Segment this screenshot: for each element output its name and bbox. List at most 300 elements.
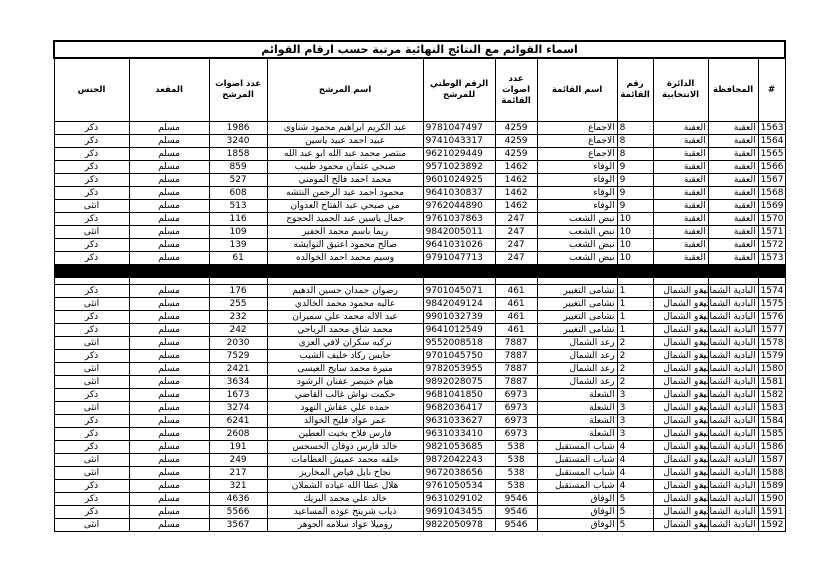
cell-list-number: 1 bbox=[617, 285, 653, 298]
table-row bbox=[54, 402, 785, 415]
cell-row-number: 1590 bbox=[758, 493, 785, 506]
cell-list-votes: 7887 bbox=[495, 363, 537, 376]
table-row bbox=[54, 213, 785, 226]
cell-seat: مسلم bbox=[129, 337, 209, 350]
blank-row bbox=[54, 278, 785, 285]
cell-list-name: الوفاق bbox=[537, 506, 617, 519]
table-row bbox=[54, 415, 785, 428]
table-row bbox=[54, 148, 785, 161]
cell-national-id: 9631033627 bbox=[423, 415, 495, 428]
cell-candidate-votes: 242 bbox=[209, 324, 267, 337]
table-row bbox=[54, 441, 785, 454]
cell-list-number: 4 bbox=[617, 467, 653, 480]
cell-list-name: الاجماع bbox=[537, 122, 617, 135]
table-row bbox=[54, 174, 785, 187]
cell-gender: انثى bbox=[54, 200, 129, 213]
cell-list-votes: 461 bbox=[495, 324, 537, 337]
cell-governorate: البادية الشمالية bbox=[708, 363, 758, 376]
cell-national-id: 9781047497 bbox=[423, 122, 495, 135]
cell-candidate-name: حابس ركاد خليف الشيب bbox=[267, 350, 423, 363]
col-header-list-name: اسم القائمة bbox=[537, 58, 617, 122]
col-header-candidate-votes: عدد اصوات المرشح bbox=[209, 58, 267, 122]
cell-gender: ذكر bbox=[54, 415, 129, 428]
cell-seat: مسلم bbox=[129, 441, 209, 454]
cell-candidate-name: فارس فلاح بخيت العطين bbox=[267, 428, 423, 441]
cell-district: بدو الشمال bbox=[653, 324, 708, 337]
table-row bbox=[54, 239, 785, 252]
cell-row-number: 1580 bbox=[758, 363, 785, 376]
cell-list-votes: 7887 bbox=[495, 350, 537, 363]
section-divider bbox=[54, 265, 785, 278]
cell-candidate-name: محمد احمد فالح المومني bbox=[267, 174, 423, 187]
cell-list-number: 3 bbox=[617, 389, 653, 402]
results-sheet bbox=[53, 40, 784, 532]
cell-district: بدو الشمال bbox=[653, 285, 708, 298]
cell-district: العقبة bbox=[653, 187, 708, 200]
cell-gender: ذكر bbox=[54, 441, 129, 454]
cell-seat: مسلم bbox=[129, 285, 209, 298]
cell-list-number: 8 bbox=[617, 135, 653, 148]
cell-national-id: 9701045071 bbox=[423, 285, 495, 298]
blank-cell bbox=[758, 278, 785, 285]
blank-cell bbox=[653, 278, 708, 285]
table-row bbox=[54, 493, 785, 506]
cell-gender: انثى bbox=[54, 298, 129, 311]
col-header-candidate: اسم المرشح bbox=[267, 58, 423, 122]
cell-list-name: الشعلة bbox=[537, 402, 617, 415]
cell-national-id: 9631033410 bbox=[423, 428, 495, 441]
cell-list-votes: 247 bbox=[495, 239, 537, 252]
cell-list-name: الشعلة bbox=[537, 428, 617, 441]
cell-row-number: 1563 bbox=[758, 122, 785, 135]
cell-row-number: 1587 bbox=[758, 454, 785, 467]
cell-list-number: 5 bbox=[617, 519, 653, 532]
cell-governorate: العقبة bbox=[708, 122, 758, 135]
cell-candidate-name: حمده علي عقاش النهود bbox=[267, 402, 423, 415]
cell-candidate-name: عبد الكريم ابراهيم محمود شناوي bbox=[267, 122, 423, 135]
cell-list-number: 1 bbox=[617, 311, 653, 324]
cell-seat: مسلم bbox=[129, 493, 209, 506]
cell-list-votes: 538 bbox=[495, 467, 537, 480]
cell-list-votes: 4259 bbox=[495, 122, 537, 135]
table-row bbox=[54, 135, 785, 148]
cell-gender: ذكر bbox=[54, 480, 129, 493]
cell-seat: مسلم bbox=[129, 252, 209, 265]
cell-governorate: البادية الشمالية bbox=[708, 350, 758, 363]
cell-list-name: شباب المستقبل bbox=[537, 480, 617, 493]
cell-seat: مسلم bbox=[129, 506, 209, 519]
col-header-num: # bbox=[758, 58, 785, 122]
table-row bbox=[54, 363, 785, 376]
table-row bbox=[54, 324, 785, 337]
cell-candidate-votes: 608 bbox=[209, 187, 267, 200]
cell-list-number: 10 bbox=[617, 239, 653, 252]
cell-row-number: 1572 bbox=[758, 239, 785, 252]
cell-list-name: الوفاق bbox=[537, 493, 617, 506]
cell-national-id: 9641031026 bbox=[423, 239, 495, 252]
cell-list-votes: 7887 bbox=[495, 376, 537, 389]
cell-candidate-votes: 4636 bbox=[209, 493, 267, 506]
col-header-list-votes: عدد اصوات القائمة bbox=[495, 58, 537, 122]
cell-candidate-name: حكمت نواش غالب القاضي bbox=[267, 389, 423, 402]
cell-row-number: 1589 bbox=[758, 480, 785, 493]
cell-candidate-name: ذياب شريتح عوده المساعيد bbox=[267, 506, 423, 519]
cell-seat: مسلم bbox=[129, 415, 209, 428]
table-row bbox=[54, 389, 785, 402]
cell-national-id: 9552008518 bbox=[423, 337, 495, 350]
cell-candidate-name: صبحي عثمان محمود طبيب bbox=[267, 161, 423, 174]
cell-list-votes: 461 bbox=[495, 311, 537, 324]
cell-national-id: 9901032739 bbox=[423, 311, 495, 324]
cell-seat: مسلم bbox=[129, 200, 209, 213]
cell-list-name: نشامى التغيير bbox=[537, 324, 617, 337]
cell-national-id: 9872042243 bbox=[423, 454, 495, 467]
blank-cell bbox=[617, 278, 653, 285]
cell-list-name: نبض الشعب bbox=[537, 239, 617, 252]
cell-list-votes: 1462 bbox=[495, 174, 537, 187]
cell-list-number: 3 bbox=[617, 415, 653, 428]
cell-gender: انثى bbox=[54, 402, 129, 415]
cell-district: بدو الشمال bbox=[653, 454, 708, 467]
cell-national-id: 9621029449 bbox=[423, 148, 495, 161]
cell-gender: ذكر bbox=[54, 161, 129, 174]
table-row bbox=[54, 506, 785, 519]
cell-governorate: العقبة bbox=[708, 200, 758, 213]
cell-list-number: 9 bbox=[617, 161, 653, 174]
cell-district: العقبة bbox=[653, 226, 708, 239]
cell-list-number: 10 bbox=[617, 252, 653, 265]
cell-list-name: الاجماع bbox=[537, 148, 617, 161]
blank-cell bbox=[209, 278, 267, 285]
cell-governorate: البادية الشمالية bbox=[708, 428, 758, 441]
cell-candidate-votes: 3274 bbox=[209, 402, 267, 415]
cell-district: العقبة bbox=[653, 252, 708, 265]
cell-district: العقبة bbox=[653, 213, 708, 226]
cell-list-number: 10 bbox=[617, 213, 653, 226]
blank-cell bbox=[537, 278, 617, 285]
col-header-national-id: الرقم الوطني للمرشح bbox=[423, 58, 495, 122]
cell-gender: ذكر bbox=[54, 148, 129, 161]
cell-seat: مسلم bbox=[129, 161, 209, 174]
cell-seat: مسلم bbox=[129, 428, 209, 441]
cell-candidate-votes: 3634 bbox=[209, 376, 267, 389]
cell-national-id: 9641012549 bbox=[423, 324, 495, 337]
cell-list-name: نشامى التغيير bbox=[537, 298, 617, 311]
cell-list-votes: 7887 bbox=[495, 337, 537, 350]
cell-candidate-name: عمر عواد فليح الخوالد bbox=[267, 415, 423, 428]
cell-list-votes: 247 bbox=[495, 213, 537, 226]
cell-national-id: 9701045750 bbox=[423, 350, 495, 363]
table-row bbox=[54, 187, 785, 200]
cell-candidate-name: صالح محمود اعتيق النوايشه bbox=[267, 239, 423, 252]
cell-national-id: 9842005011 bbox=[423, 226, 495, 239]
cell-governorate: العقبة bbox=[708, 135, 758, 148]
cell-candidate-votes: 139 bbox=[209, 239, 267, 252]
cell-seat: مسلم bbox=[129, 135, 209, 148]
cell-seat: مسلم bbox=[129, 363, 209, 376]
cell-district: بدو الشمال bbox=[653, 311, 708, 324]
col-header-governorate: المحافظة bbox=[708, 58, 758, 122]
cell-list-votes: 4259 bbox=[495, 148, 537, 161]
cell-row-number: 1564 bbox=[758, 135, 785, 148]
cell-list-votes: 538 bbox=[495, 480, 537, 493]
cell-candidate-votes: 61 bbox=[209, 252, 267, 265]
cell-row-number: 1588 bbox=[758, 467, 785, 480]
cell-gender: ذكر bbox=[54, 187, 129, 200]
cell-row-number: 1583 bbox=[758, 402, 785, 415]
cell-gender: انثى bbox=[54, 337, 129, 350]
cell-list-votes: 9546 bbox=[495, 519, 537, 532]
cell-list-votes: 6973 bbox=[495, 415, 537, 428]
cell-national-id: 9761050534 bbox=[423, 480, 495, 493]
cell-seat: مسلم bbox=[129, 226, 209, 239]
cell-district: بدو الشمال bbox=[653, 441, 708, 454]
cell-list-votes: 9546 bbox=[495, 493, 537, 506]
cell-governorate: العقبة bbox=[708, 252, 758, 265]
cell-national-id: 9822050978 bbox=[423, 519, 495, 532]
cell-district: العقبة bbox=[653, 135, 708, 148]
cell-candidate-name: خالد علي محمد البريك bbox=[267, 493, 423, 506]
cell-list-votes: 4259 bbox=[495, 135, 537, 148]
cell-gender: ذكر bbox=[54, 428, 129, 441]
cell-gender: ذكر bbox=[54, 252, 129, 265]
cell-row-number: 1577 bbox=[758, 324, 785, 337]
cell-national-id: 9821053685 bbox=[423, 441, 495, 454]
cell-seat: مسلم bbox=[129, 402, 209, 415]
cell-governorate: البادية الشمالية bbox=[708, 298, 758, 311]
cell-governorate: البادية الشمالية bbox=[708, 376, 758, 389]
cell-list-name: الوفاء bbox=[537, 187, 617, 200]
cell-list-name: نبض الشعب bbox=[537, 213, 617, 226]
cell-candidate-votes: 3567 bbox=[209, 519, 267, 532]
cell-governorate: البادية الشمالية bbox=[708, 402, 758, 415]
cell-district: العقبة bbox=[653, 239, 708, 252]
cell-district: بدو الشمال bbox=[653, 363, 708, 376]
cell-gender: انثى bbox=[54, 454, 129, 467]
cell-row-number: 1571 bbox=[758, 226, 785, 239]
cell-governorate: البادية الشمالية bbox=[708, 441, 758, 454]
cell-governorate: العقبة bbox=[708, 174, 758, 187]
cell-row-number: 1582 bbox=[758, 389, 785, 402]
cell-district: بدو الشمال bbox=[653, 389, 708, 402]
cell-governorate: البادية الشمالية bbox=[708, 480, 758, 493]
cell-seat: مسلم bbox=[129, 454, 209, 467]
cell-governorate: البادية الشمالية bbox=[708, 454, 758, 467]
cell-district: بدو الشمال bbox=[653, 415, 708, 428]
cell-seat: مسلم bbox=[129, 350, 209, 363]
cell-candidate-votes: 249 bbox=[209, 454, 267, 467]
cell-candidate-votes: 109 bbox=[209, 226, 267, 239]
cell-national-id: 9641030837 bbox=[423, 187, 495, 200]
col-header-gender: الجنس bbox=[54, 58, 129, 122]
table-row bbox=[54, 467, 785, 480]
cell-candidate-name: عاليه محمود محمد الخالدي bbox=[267, 298, 423, 311]
cell-candidate-name: رضوان حمدان حسين الدهيم bbox=[267, 285, 423, 298]
cell-list-number: 10 bbox=[617, 226, 653, 239]
cell-row-number: 1579 bbox=[758, 350, 785, 363]
header-row bbox=[54, 58, 785, 122]
cell-list-number: 5 bbox=[617, 506, 653, 519]
cell-row-number: 1581 bbox=[758, 376, 785, 389]
table-row bbox=[54, 454, 785, 467]
cell-district: بدو الشمال bbox=[653, 506, 708, 519]
col-header-seat: المقعد bbox=[129, 58, 209, 122]
cell-candidate-votes: 527 bbox=[209, 174, 267, 187]
col-header-district: الدائرة الانتخابية bbox=[653, 58, 708, 122]
cell-candidate-votes: 232 bbox=[209, 311, 267, 324]
cell-governorate: البادية الشمالية bbox=[708, 285, 758, 298]
cell-candidate-name: تركيه سكران لافي العزي bbox=[267, 337, 423, 350]
cell-list-name: رعد الشمال bbox=[537, 376, 617, 389]
cell-gender: انثى bbox=[54, 226, 129, 239]
cell-district: العقبة bbox=[653, 174, 708, 187]
cell-list-number: 1 bbox=[617, 298, 653, 311]
cell-governorate: العقبة bbox=[708, 226, 758, 239]
cell-national-id: 9741043317 bbox=[423, 135, 495, 148]
cell-national-id: 9782053955 bbox=[423, 363, 495, 376]
cell-row-number: 1584 bbox=[758, 415, 785, 428]
cell-list-name: الشعلة bbox=[537, 389, 617, 402]
table-row bbox=[54, 252, 785, 265]
cell-gender: ذكر bbox=[54, 135, 129, 148]
cell-district: العقبة bbox=[653, 148, 708, 161]
cell-list-name: شباب المستقبل bbox=[537, 441, 617, 454]
cell-list-votes: 461 bbox=[495, 285, 537, 298]
cell-candidate-name: منيرة محمد سايح العيسى bbox=[267, 363, 423, 376]
cell-gender: ذكر bbox=[54, 213, 129, 226]
cell-candidate-name: خلفه محمد عميش العظامات bbox=[267, 454, 423, 467]
cell-gender: ذكر bbox=[54, 506, 129, 519]
cell-list-name: نشامى التغيير bbox=[537, 285, 617, 298]
cell-list-name: الشعلة bbox=[537, 415, 617, 428]
cell-candidate-votes: 3240 bbox=[209, 135, 267, 148]
cell-list-number: 4 bbox=[617, 441, 653, 454]
table-row bbox=[54, 376, 785, 389]
cell-list-name: رعد الشمال bbox=[537, 350, 617, 363]
cell-row-number: 1574 bbox=[758, 285, 785, 298]
cell-candidate-name: محمود احمد عبد الرحمن النتشه bbox=[267, 187, 423, 200]
cell-district: بدو الشمال bbox=[653, 402, 708, 415]
cell-governorate: البادية الشمالية bbox=[708, 389, 758, 402]
cell-governorate: العقبة bbox=[708, 187, 758, 200]
cell-governorate: البادية الشمالية bbox=[708, 415, 758, 428]
cell-row-number: 1591 bbox=[758, 506, 785, 519]
cell-list-name: شباب المستقبل bbox=[537, 467, 617, 480]
cell-list-name: الوفاء bbox=[537, 161, 617, 174]
cell-gender: انثى bbox=[54, 376, 129, 389]
cell-list-votes: 247 bbox=[495, 252, 537, 265]
col-header-list-number: رقم القائمة bbox=[617, 58, 653, 122]
cell-list-number: 2 bbox=[617, 376, 653, 389]
cell-gender: ذكر bbox=[54, 174, 129, 187]
cell-national-id: 9761037863 bbox=[423, 213, 495, 226]
cell-list-name: شباب المستقبل bbox=[537, 454, 617, 467]
divider-bar bbox=[54, 265, 785, 278]
cell-list-name: الوفاء bbox=[537, 200, 617, 213]
cell-row-number: 1586 bbox=[758, 441, 785, 454]
cell-national-id: 9631029102 bbox=[423, 493, 495, 506]
cell-gender: ذكر bbox=[54, 350, 129, 363]
cell-governorate: البادية الشمالية bbox=[708, 337, 758, 350]
cell-seat: مسلم bbox=[129, 174, 209, 187]
cell-gender: ذكر bbox=[54, 122, 129, 135]
cell-candidate-votes: 6241 bbox=[209, 415, 267, 428]
cell-seat: مسلم bbox=[129, 122, 209, 135]
cell-list-number: 8 bbox=[617, 122, 653, 135]
blank-cell bbox=[495, 278, 537, 285]
cell-seat: مسلم bbox=[129, 311, 209, 324]
cell-candidate-votes: 191 bbox=[209, 441, 267, 454]
cell-candidate-votes: 116 bbox=[209, 213, 267, 226]
cell-list-number: 2 bbox=[617, 363, 653, 376]
cell-district: بدو الشمال bbox=[653, 428, 708, 441]
table-row bbox=[54, 200, 785, 213]
cell-national-id: 9791047713 bbox=[423, 252, 495, 265]
cell-candidate-votes: 1858 bbox=[209, 148, 267, 161]
table-row bbox=[54, 298, 785, 311]
cell-candidate-votes: 321 bbox=[209, 480, 267, 493]
blank-cell bbox=[423, 278, 495, 285]
cell-list-name: الوفاء bbox=[537, 174, 617, 187]
cell-candidate-name: مي صبحي عبد الفتاح العدوان bbox=[267, 200, 423, 213]
cell-gender: انثى bbox=[54, 519, 129, 532]
cell-list-votes: 538 bbox=[495, 441, 537, 454]
cell-gender: انثى bbox=[54, 467, 129, 480]
cell-row-number: 1585 bbox=[758, 428, 785, 441]
cell-gender: انثى bbox=[54, 363, 129, 376]
cell-candidate-name: ريما باسم محمد الجفير bbox=[267, 226, 423, 239]
cell-national-id: 9681041850 bbox=[423, 389, 495, 402]
cell-row-number: 1567 bbox=[758, 174, 785, 187]
table-row bbox=[54, 428, 785, 441]
cell-list-number: 5 bbox=[617, 493, 653, 506]
cell-candidate-votes: 2421 bbox=[209, 363, 267, 376]
cell-district: العقبة bbox=[653, 122, 708, 135]
cell-candidate-name: هيام خنيصر عفنان الرشود bbox=[267, 376, 423, 389]
cell-row-number: 1569 bbox=[758, 200, 785, 213]
cell-row-number: 1575 bbox=[758, 298, 785, 311]
cell-governorate: البادية الشمالية bbox=[708, 493, 758, 506]
cell-row-number: 1576 bbox=[758, 311, 785, 324]
cell-list-name: نشامى التغيير bbox=[537, 311, 617, 324]
cell-governorate: البادية الشمالية bbox=[708, 519, 758, 532]
cell-list-votes: 6973 bbox=[495, 428, 537, 441]
cell-district: العقبة bbox=[653, 161, 708, 174]
table-row bbox=[54, 226, 785, 239]
cell-seat: مسلم bbox=[129, 298, 209, 311]
page-title: اسماء القوائم مع النتائج النهائية مرتبة حسب ارقام القوائم bbox=[54, 41, 785, 58]
cell-candidate-name: عبد الاله محمد علي سميران bbox=[267, 311, 423, 324]
cell-national-id: 9691043455 bbox=[423, 506, 495, 519]
cell-list-name: الوفاق bbox=[537, 519, 617, 532]
cell-seat: مسلم bbox=[129, 480, 209, 493]
cell-list-number: 3 bbox=[617, 428, 653, 441]
cell-candidate-votes: 2608 bbox=[209, 428, 267, 441]
cell-row-number: 1573 bbox=[758, 252, 785, 265]
blank-cell bbox=[267, 278, 423, 285]
cell-district: بدو الشمال bbox=[653, 298, 708, 311]
cell-national-id: 9601024925 bbox=[423, 174, 495, 187]
cell-candidate-name: وسيم محمد احمد الخوالده bbox=[267, 252, 423, 265]
cell-candidate-name: نجاح نايل فياض المخاريز bbox=[267, 467, 423, 480]
cell-list-number: 9 bbox=[617, 174, 653, 187]
cell-gender: ذكر bbox=[54, 324, 129, 337]
cell-seat: مسلم bbox=[129, 239, 209, 252]
cell-candidate-name: جمال ياسين عبد الحميد الحجوج bbox=[267, 213, 423, 226]
cell-list-name: رعد الشمال bbox=[537, 337, 617, 350]
blank-cell bbox=[708, 278, 758, 285]
cell-list-votes: 6973 bbox=[495, 402, 537, 415]
